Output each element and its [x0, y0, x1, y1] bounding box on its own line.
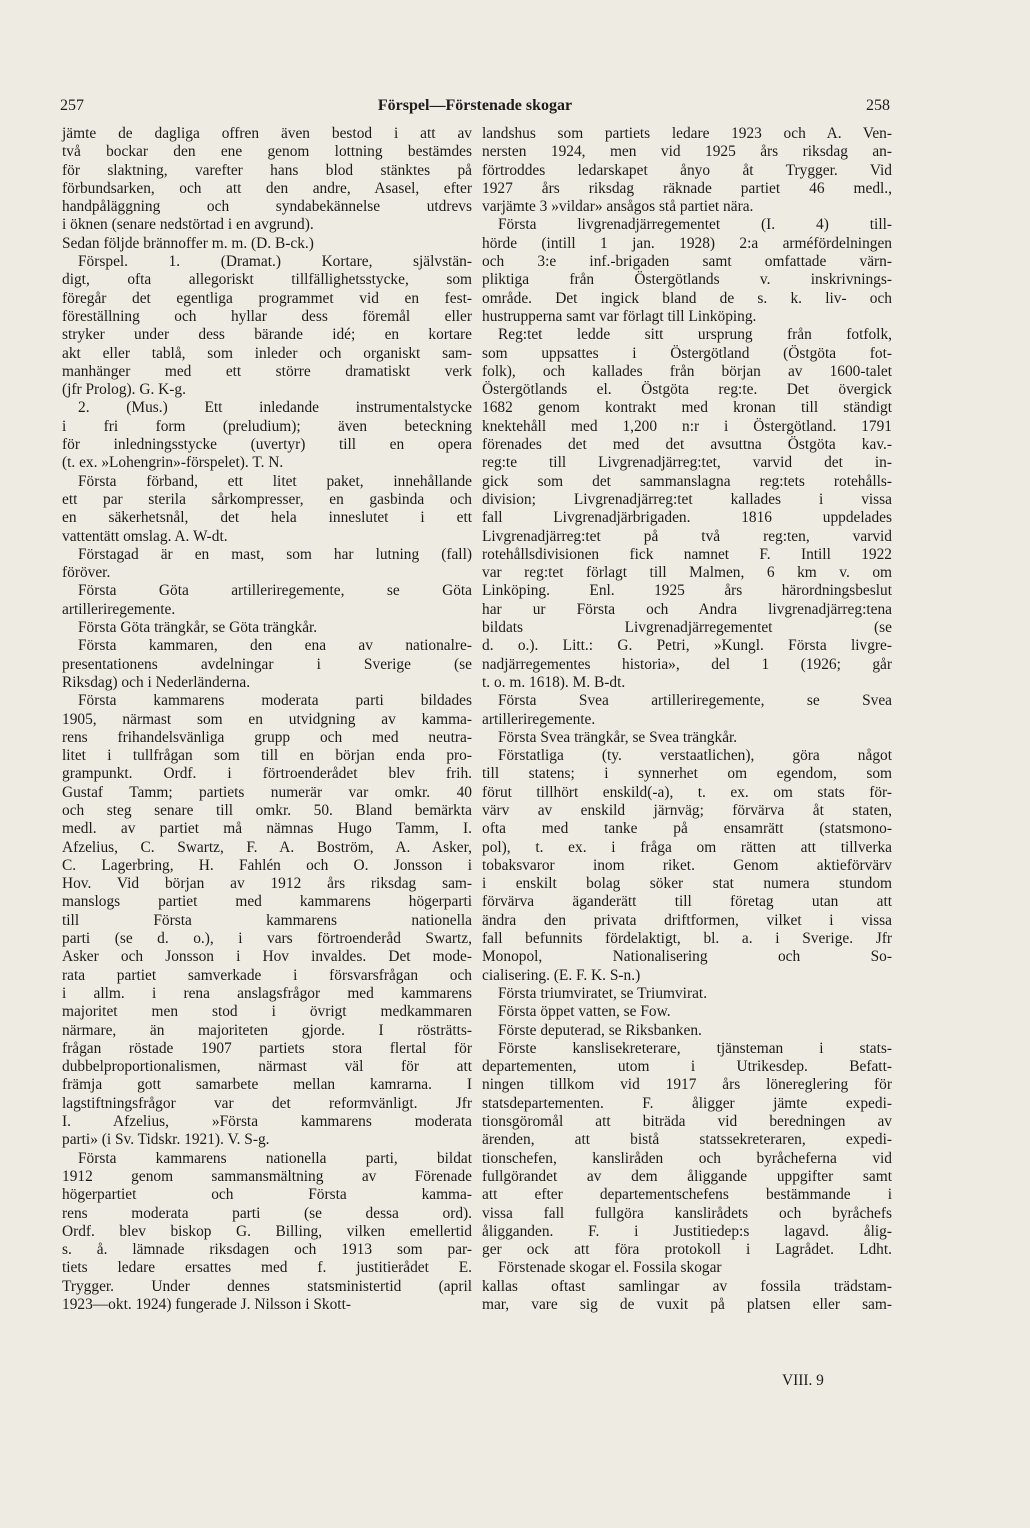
- text-line: föregår det egentliga programmet vid en fest-: [62, 289, 472, 307]
- text-line: varjämte 3 »vildar» ansågos stå partiet nära.: [482, 198, 754, 216]
- text-line: ofta med tanke på ensamrätt (statsmono-: [482, 820, 892, 838]
- text-line: stryker under dess bärande idé; en kortare: [62, 326, 472, 344]
- text-line: närmare, än majoriteten gjorde. I rösträtts-: [62, 1021, 472, 1039]
- text-line: i öknen (senare nedstörtad i en avgrund).: [62, 216, 314, 234]
- text-line: tiets ledare ersattes med f. justitierådet E.: [62, 1259, 472, 1277]
- running-title: Förspel—Förstenade skogar: [377, 97, 573, 114]
- text-line: Förstatliga (ty. verstaatlichen), göra något: [498, 747, 892, 765]
- text-line: grampunkt. Ordf. i förtroenderådet blev frih.: [62, 765, 472, 783]
- left-column: [62, 125, 472, 1314]
- text-line: manslogs partiet med kammarens högerparti: [62, 893, 472, 911]
- text-line: statsdepartementen. F. åligger jämte expedi-: [482, 1094, 892, 1112]
- text-line: manhänger med ett större dramatiskt verk: [62, 362, 472, 380]
- text-line: rotehållsdivisionen fick namnet F. Intill 1922: [482, 545, 892, 563]
- text-line: ningen tillkom vid 1917 års lönereglering för: [482, 1076, 892, 1094]
- text-line: ärenden, att bistå statssekreteraren, expedi-: [482, 1131, 892, 1149]
- text-line: medl. av partiet må nämnas Hugo Tamm, I.: [62, 820, 472, 838]
- text-line: fullgörandet av dem åliggande uppgifter samt: [482, 1167, 892, 1185]
- text-line: presentationens avdelningar i Sverige (se: [62, 655, 472, 673]
- text-line: tobaksvaror inom riket. Genom aktieförvärv: [482, 856, 892, 874]
- text-line: har ur Första och Andra livgrenadjärreg:tena: [482, 600, 892, 618]
- left-page-number: 257: [60, 97, 84, 114]
- text-line: och 3:e inf.-brigaden samt omfattade värn-: [482, 253, 892, 271]
- text-line: nadjärregementes historia», del 1 (1926; går: [482, 655, 892, 673]
- text-line: mar, vare sig de vuxit på platsen eller sam-: [482, 1296, 892, 1313]
- text-line: värv av enskild järnväg; förvärva åt staten,: [482, 801, 892, 819]
- text-line: Första Svea trängkår, se Svea trängkår.: [498, 728, 738, 746]
- text-line: folk), och kallades från början av 1600-talet: [482, 362, 892, 380]
- text-line: förvärva äganderätt till företag utan att: [482, 893, 892, 911]
- text-line: C. Lagerbring, H. Fahlén och O. Jonsson i: [62, 856, 472, 874]
- text-line: för inledningsstycke (uvertyr) till en opera: [62, 436, 472, 454]
- text-line: knektehåll med 1,200 n:r i Östergötland. 1791: [482, 417, 892, 435]
- text-line: Asker och Jonsson i Hov invaldes. Det mode-: [62, 948, 472, 966]
- right-page-number: 258: [866, 97, 890, 114]
- text-line: majoritet men stod i övrigt medkammaren: [62, 1003, 472, 1021]
- text-line: t. o. m. 1618). M. B-dt.: [482, 673, 626, 691]
- text-line: Första Göta trängkår, se Göta trängkår.: [78, 619, 318, 637]
- text-line: som uppsattes i Östergötland (Östgöta fot-: [482, 344, 892, 362]
- text-line: (jfr Prolog). G. K-g.: [62, 381, 186, 399]
- text-line: område. Det ingick bland de s. k. liv- och: [482, 289, 892, 307]
- text-line: Förste kanslisekreterare, tjänsteman i stats-: [498, 1039, 892, 1057]
- text-line: tionschefen, kansliråden och byråcheferna vid: [482, 1149, 892, 1167]
- text-line: i fri form (preludium); även beteckning: [62, 417, 472, 435]
- text-line: bildats Livgrenadjärregementet (se: [482, 619, 892, 637]
- text-line: två bockar den ene genom lottning bestämdes: [62, 143, 472, 161]
- text-line: högerpartiet och Första kamma-: [62, 1186, 472, 1204]
- text-line: 1923—okt. 1924) fungerade J. Nilsson i Skott-: [62, 1296, 351, 1313]
- text-line: förtroddes ledarskapet ånyo åt Trygger. Vid: [482, 161, 892, 179]
- text-line: Riksdag) och i Nederländerna.: [62, 673, 251, 691]
- text-line: förenades det med det avsuttna Östgöta kav.-: [482, 436, 892, 454]
- text-line: föröver.: [62, 564, 111, 582]
- text-line: pol), t. ex. i fråga om rätten att tillverka: [482, 838, 892, 856]
- text-line: Linköping. Enl. 1925 års härordningsbeslut: [482, 582, 892, 600]
- text-line: ger ock att föra protokoll i Lagrådet. Ldht.: [482, 1241, 892, 1259]
- text-line: Förspel. 1. (Dramat.) Kortare, självstän-: [78, 253, 472, 271]
- text-line: till statens; i synnerhet om egendom, som: [482, 765, 892, 783]
- text-line: Förste deputerad, se Riksbanken.: [498, 1021, 702, 1039]
- text-line: s. å. lämnade riksdagen och 1913 som par-: [62, 1241, 472, 1259]
- text-line: ändra den privata driftformen, vilket i vissa: [482, 911, 892, 929]
- text-line: cialisering. (E. F. K. S-n.): [482, 966, 641, 984]
- text-line: Förstagad är en mast, som har lutning (fall): [78, 545, 472, 563]
- text-line: rens moderata parti (se dessa ord).: [62, 1204, 472, 1222]
- text-line: Reg:tet ledde sitt ursprung från fotfolk,: [498, 326, 892, 344]
- text-line: artilleriregemente.: [62, 600, 176, 618]
- text-line: 1912 genom sammansmältning av Förenade: [62, 1167, 472, 1185]
- text-line: akt eller tablå, som inleder och organiskt sam-: [62, 344, 472, 362]
- text-line: Sedan följde brännoffer m. m. (D. B-ck.): [62, 234, 314, 252]
- text-line: Trygger. Under dennes statsministertid (april: [62, 1277, 472, 1295]
- text-line: vattentätt omslag. A. W-dt.: [62, 527, 228, 545]
- text-line: tionsgöromål att biträda vid beredningen av: [482, 1113, 892, 1131]
- text-line: division; Livgrenadjärreg:tet kallades i vissa: [482, 490, 892, 508]
- text-line: Ordf. blev biskop G. Billing, vilken emellertid: [62, 1222, 472, 1240]
- text-line: gick som det sammanslagna reg:tets rotehålls-: [482, 472, 892, 490]
- text-line: Monopol, Nationalisering och So-: [482, 948, 892, 966]
- text-line: frågan röstade 1907 partiets stora flertal för: [62, 1039, 472, 1057]
- text-line: 1682 genom kontrakt med kronan till ständigt: [482, 399, 892, 417]
- text-line: Första öppet vatten, se Fow.: [498, 1003, 671, 1021]
- text-line: dubbelproportionalismen, närmast väl för att: [62, 1058, 472, 1076]
- text-line: i allm. i rena anslagsfrågor med kammarens: [62, 984, 472, 1002]
- text-line: litet i tullfrågan som till en början enda pro-: [62, 747, 472, 765]
- text-line: Första förband, ett litet paket, innehållande: [78, 472, 472, 490]
- text-line: och steg senare till omkr. 50. Bland bemärkta: [62, 801, 472, 819]
- text-line: parti (se d. o.), i vars förtroenderåd Swartz,: [62, 930, 472, 948]
- text-line: Östergötlands el. Östgöta reg:te. Det övergick: [482, 381, 892, 399]
- text-line: artilleriregemente.: [482, 710, 596, 728]
- text-line: Första kammarens moderata parti bildades: [78, 692, 472, 710]
- text-line: hustrupperna samt var förlagt till Linköping.: [482, 307, 757, 325]
- text-line: 1905, närmast som en utvidgning av kamma-: [62, 710, 472, 728]
- text-line: Gustaf Tamm; partiets numerär var omkr. 40: [62, 783, 472, 801]
- text-line: Förstenade skogar el. Fossila skogar: [498, 1259, 722, 1277]
- text-line: I. Afzelius, »Första kammarens moderata: [62, 1113, 472, 1131]
- text-line: till Första kammarens nationella: [62, 911, 472, 929]
- text-line: Första kammaren, den ena av nationalre-: [78, 637, 472, 655]
- text-line: jämte de dagliga offren även bestod i att av: [62, 125, 472, 142]
- text-line: rata partiet samverkade i försvarsfrågan och: [62, 966, 472, 984]
- signature-mark: VIII. 9: [782, 1372, 824, 1389]
- text-line: förut tillhört enskild(-a), t. ex. om stats för-: [482, 783, 892, 801]
- text-line: departementen, utom i Utrikesdep. Befatt-: [482, 1058, 892, 1076]
- text-line: främja gott samarbete mellan kamrarna. I: [62, 1076, 472, 1094]
- text-line: var reg:tet förlagt till Malmen, 6 km v. om: [482, 564, 892, 582]
- text-line: Första Göta artilleriregemente, se Göta: [78, 582, 472, 600]
- text-line: förbundsarken, och att den andre, Asasel, efter: [62, 179, 472, 197]
- text-line: fall Livgrenadjärbrigaden. 1816 uppdelades: [482, 509, 892, 527]
- text-line: ett par sterila sårkompresser, en gasbinda och: [62, 490, 472, 508]
- text-line: fall befunnits fördelaktigt, bl. a. i Sverige. Jfr: [482, 930, 892, 948]
- right-column: [482, 125, 892, 1314]
- text-line: att efter departementschefens bestämmande i: [482, 1186, 892, 1204]
- text-line: landshus som partiets ledare 1923 och A. Ven-: [482, 125, 892, 142]
- text-line: Hov. Vid början av 1912 års riksdag sam-: [62, 875, 472, 893]
- text-line: Afzelius, C. Swartz, F. A. Boström, A. Asker,: [62, 838, 472, 856]
- text-line: Första triumviratet, se Triumvirat.: [498, 984, 708, 1002]
- text-line: Första Svea artilleriregemente, se Svea: [498, 692, 892, 710]
- text-line: föreställning och hyllar dess föremål eller: [62, 307, 472, 325]
- text-line: Första livgrenadjärregementet (I. 4) till-: [498, 216, 892, 234]
- text-line: digt, ofta allegoriskt tillfällighetsstycke, som: [62, 271, 472, 289]
- text-line: handpåläggning och syndabekännelse utdrevs: [62, 198, 472, 216]
- text-line: nersten 1924, men vid 1925 års riksdag an-: [482, 143, 892, 161]
- text-line: rens frihandelsvänliga grupp och med neutra-: [62, 728, 472, 746]
- text-line: Livgrenadjärreg:tet på två reg:ten, varvid: [482, 527, 892, 545]
- text-line: (t. ex. »Lohengrin»-förspelet). T. N.: [62, 454, 284, 472]
- text-line: vissa fall fullgöra kanslirådets och byråchefs: [482, 1204, 892, 1222]
- text-line: 1927 års riksdag räknade partiet 46 medl.,: [482, 179, 892, 197]
- text-line: pliktiga från Östergötlands v. inskrivnings-: [482, 271, 892, 289]
- text-line: Första kammarens nationella parti, bildat: [78, 1149, 472, 1167]
- text-line: reg:te till Livgrenadjärreg:tet, varvid det in-: [482, 454, 892, 472]
- text-line: för slaktning, varefter hans blod stänktes på: [62, 161, 472, 179]
- text-line: lagstiftningsfrågor var det reformvänligt. Jfr: [62, 1094, 472, 1112]
- page-header: [60, 97, 890, 121]
- text-line: en säkerhetsnål, det hela inneslutet i ett: [62, 509, 472, 527]
- text-line: hörde (intill 1 jan. 1928) 2:a arméfördelningen: [482, 234, 892, 252]
- text-line: 2. (Mus.) Ett inledande instrumentalstycke: [78, 399, 472, 417]
- text-line: d. o.). Litt.: G. Petri, »Kungl. Första livgre-: [482, 637, 892, 655]
- text-line: i enskilt bolag söker stat numera stundom: [482, 875, 892, 893]
- text-line: parti» (i Sv. Tidskr. 1921). V. S-g.: [62, 1131, 270, 1149]
- text-line: åligganden. F. i Justitiedep:s lagavd. ålig-: [482, 1222, 892, 1240]
- text-line: kallas oftast samlingar av fossila trädstam-: [482, 1277, 892, 1295]
